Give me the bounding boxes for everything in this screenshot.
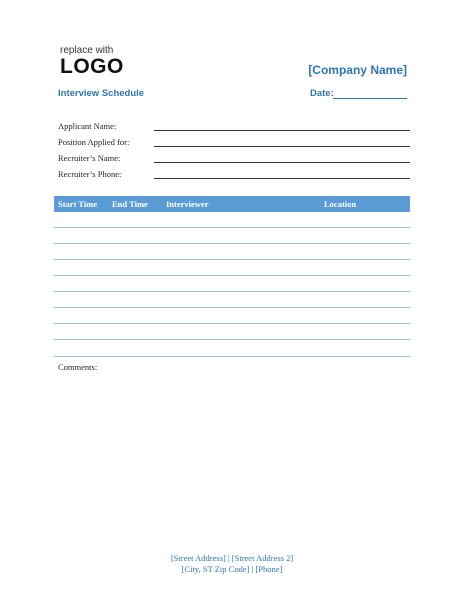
column-end-time: End Time (112, 199, 148, 209)
table-row[interactable] (54, 291, 410, 292)
table-row[interactable] (54, 307, 410, 308)
table-row[interactable] (54, 259, 410, 260)
column-start-time: Start Time (58, 199, 98, 209)
table-row[interactable] (54, 275, 410, 276)
date-label: Date: (310, 88, 334, 99)
table-row[interactable] (54, 339, 410, 340)
comments-label: Comments: (58, 362, 98, 372)
recruiter-phone-field[interactable] (154, 178, 410, 179)
applicant-name-field[interactable] (154, 130, 410, 131)
table-row[interactable] (54, 356, 410, 357)
table-row[interactable] (54, 243, 410, 244)
logo-placeholder (60, 46, 124, 77)
schedule-table-header (54, 196, 410, 212)
table-row[interactable] (54, 323, 410, 324)
recruiter-name-field[interactable] (154, 162, 410, 163)
applicant-name-label: Applicant Name: (58, 121, 117, 131)
footer-city-phone[interactable]: [City, ST Zip Code] | [Phone] (181, 564, 283, 574)
table-row[interactable] (54, 227, 410, 228)
recruiter-phone-label: Recruiter’s Phone: (58, 169, 122, 179)
position-label: Position Applied for: (58, 137, 130, 147)
company-name[interactable]: [Company Name] (308, 63, 407, 77)
footer-address[interactable]: [Street Address] | [Street Address 2] (170, 553, 294, 563)
position-field[interactable] (154, 146, 410, 147)
recruiter-name-label: Recruiter’s Name: (58, 153, 121, 163)
date-field[interactable] (333, 98, 407, 99)
column-interviewer: Interviewer (166, 199, 209, 209)
logo-caption: replace with (60, 45, 114, 56)
schedule-title: Interview Schedule (58, 88, 145, 99)
column-location: Location (324, 199, 357, 209)
logo-text: LOGO (60, 55, 124, 78)
